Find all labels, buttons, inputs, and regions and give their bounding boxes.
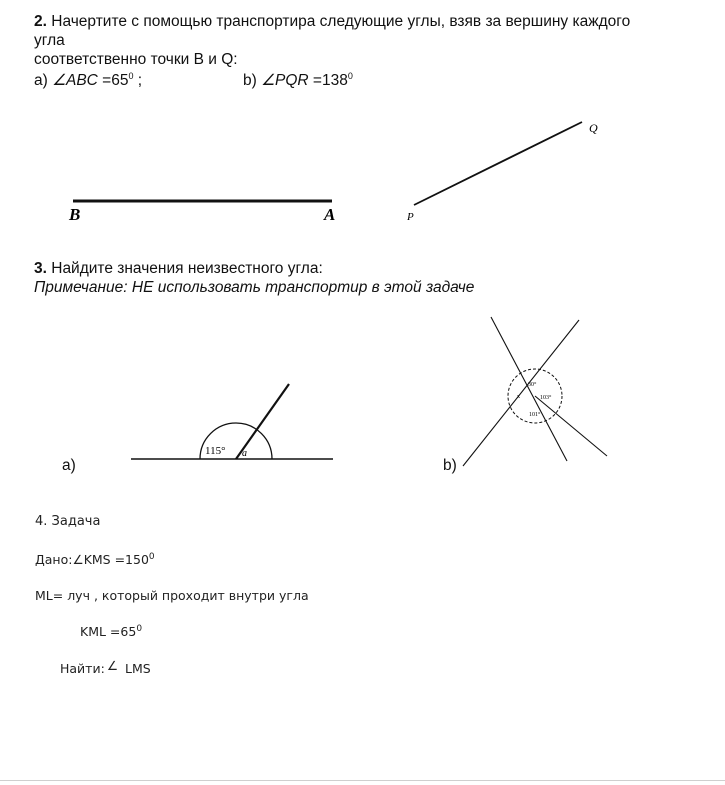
task3-b-label: b) (443, 457, 457, 474)
angle-value: =138 (308, 72, 348, 89)
point-b-label: B (69, 205, 81, 224)
degree-mark: 0 (347, 70, 353, 81)
angle-a-label: a (242, 448, 247, 459)
task4-ray: ML= луч , который проходит внутри угла (35, 588, 309, 603)
separator: ; (133, 72, 143, 89)
angle-name: PQR (275, 72, 309, 89)
task4-title: 4. Задача (35, 514, 101, 529)
degree-mark: 0 (148, 551, 155, 562)
point-q-label: Q (589, 121, 598, 135)
task3-a-label: а) (62, 457, 76, 474)
point-p-label: P (407, 211, 414, 223)
find-label: Найти: (60, 661, 105, 676)
item-b-label: b) (243, 72, 262, 89)
given-angle: KMS =150 (83, 552, 149, 567)
task2-text: Начертите с помощью транспортира следующие углы, взяв за вершину каждого (46, 13, 631, 30)
ray-3 (535, 396, 607, 456)
task3-note: Примечание: НЕ использовать транспортир в этой задаче (34, 279, 475, 296)
given-label: Дано: (35, 552, 73, 567)
degree-mark: 0 (136, 623, 143, 634)
angle-115-label: 115° (205, 445, 226, 457)
task2-heading-line2: угла (34, 32, 65, 49)
find-angle-symbol: ∠ (106, 658, 119, 673)
figure-3a (125, 375, 340, 470)
task2-heading-line3: соответственно точки B и Q: (34, 51, 238, 68)
task4-find (60, 658, 151, 676)
figure-segment-pq (400, 110, 610, 225)
page-bottom-divider (0, 780, 725, 781)
angle-name: ABC (66, 72, 98, 89)
task2-heading-line1 (34, 12, 630, 31)
task2-item-a (34, 71, 142, 90)
task2-item-b (243, 71, 353, 90)
task3-heading (34, 259, 323, 278)
find-angle: LMS (121, 661, 151, 676)
item-a-label: а) (34, 72, 53, 89)
angle-103-label: 103° (540, 395, 552, 401)
angle-symbol: ∠ (261, 72, 275, 89)
task4-given (35, 552, 155, 567)
angle-symbol: ∠ (52, 72, 66, 89)
figure-3b (455, 310, 620, 475)
task2-number: 2. (34, 13, 47, 30)
angle-30-label: 30° (528, 382, 537, 388)
figure-segment-ba (60, 190, 350, 230)
given-angle-symbol: ∠ (72, 552, 84, 567)
kml-angle: KML =65 (80, 624, 137, 639)
task4-kml (80, 624, 142, 639)
task3-number: 3. (34, 260, 47, 277)
line-1 (491, 317, 567, 461)
angle-value: =65 (97, 72, 129, 89)
angle-x-label: x (517, 394, 520, 400)
segment-pq-line (414, 122, 582, 205)
point-a-label: A (324, 205, 336, 224)
degree-mark: 0 (128, 70, 134, 81)
task3-title: Найдите значения неизвестного угла: (46, 260, 323, 277)
angle-101-label: 101° (529, 412, 541, 418)
